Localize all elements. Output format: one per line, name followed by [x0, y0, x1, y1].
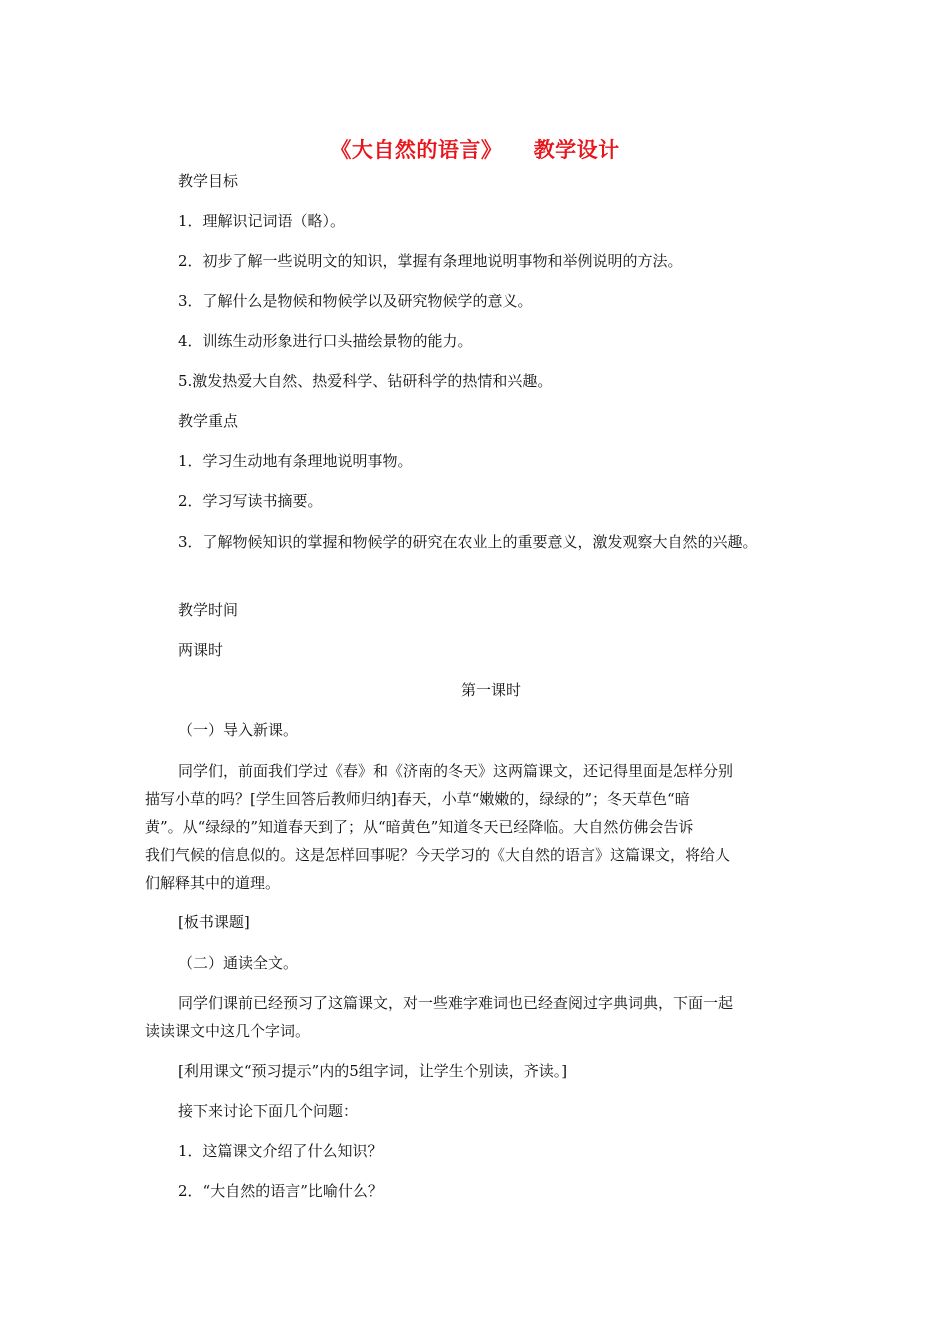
key-point-item: 2．学习写读书摘要。 [178, 492, 323, 510]
paragraph-line: 我们气候的信息似的。这是怎样回事呢？今天学习的《大自然的语言》这篇课文，将给人 [145, 846, 731, 864]
objective-item: 4．训练生动形象进行口头描绘景物的能力。 [178, 332, 473, 350]
discussion-intro: 接下来讨论下面几个问题： [178, 1102, 359, 1120]
key-points-heading: 教学重点 [178, 412, 239, 430]
question-item: 1．这篇课文介绍了什么知识？ [178, 1142, 383, 1160]
key-point-item: 1．学习生动地有条理地说明事物。 [178, 452, 413, 470]
board-note: [板书课题] [178, 913, 250, 931]
section-heading: （一）导入新课。 [178, 721, 299, 739]
paragraph-line: 们解释其中的道理。 [145, 874, 281, 892]
time-value: 两课时 [178, 641, 224, 659]
paragraph-line: 黄”。从“绿绿的”知道春天到了；从“暗黄色”知道冬天已经降临。大自然仿佛会告诉 [145, 818, 694, 836]
objective-item: 1．理解识记词语（略）。 [178, 212, 346, 230]
objectives-heading: 教学目标 [178, 172, 239, 190]
instruction-note: [利用课文“预习提示”内的5组字词，让学生个别读，齐读。] [178, 1062, 568, 1080]
key-point-item: 3．了解物候知识的掌握和物候学的研究在农业上的重要意义，激发观察大自然的兴趣。 [178, 533, 758, 551]
objective-item: 2．初步了解一些说明文的知识，掌握有条理地说明事物和举例说明的方法。 [178, 252, 683, 270]
paragraph-line: 读读课文中这几个字词。 [145, 1022, 311, 1040]
section-heading: （二）通读全文。 [178, 954, 299, 972]
paragraph-line: 同学们课前已经预习了这篇课文，对一些难字难词也已经查阅过字典词典，下面一起 [178, 994, 734, 1012]
objective-item: 3．了解什么是物候和物候学以及研究物候学的意义。 [178, 292, 533, 310]
paragraph-line: 同学们，前面我们学过《春》和《济南的冬天》这两篇课文，还记得里面是怎样分别 [178, 762, 734, 780]
lesson-heading: 第一课时 [460, 681, 521, 699]
objective-item: 5.激发热爱大自然、热爱科学、钻研科学的热情和兴趣。 [178, 372, 553, 390]
paragraph-line: 描写小草的吗？[学生回答后教师归纳]春天，小草“嫩嫩的，绿绿的”；冬天草色“暗 [145, 790, 690, 808]
time-heading: 教学时间 [178, 601, 239, 619]
question-item: 2．“大自然的语言”比喻什么？ [178, 1182, 383, 1200]
document-title: 《大自然的语言》 教学设计 [330, 137, 620, 162]
